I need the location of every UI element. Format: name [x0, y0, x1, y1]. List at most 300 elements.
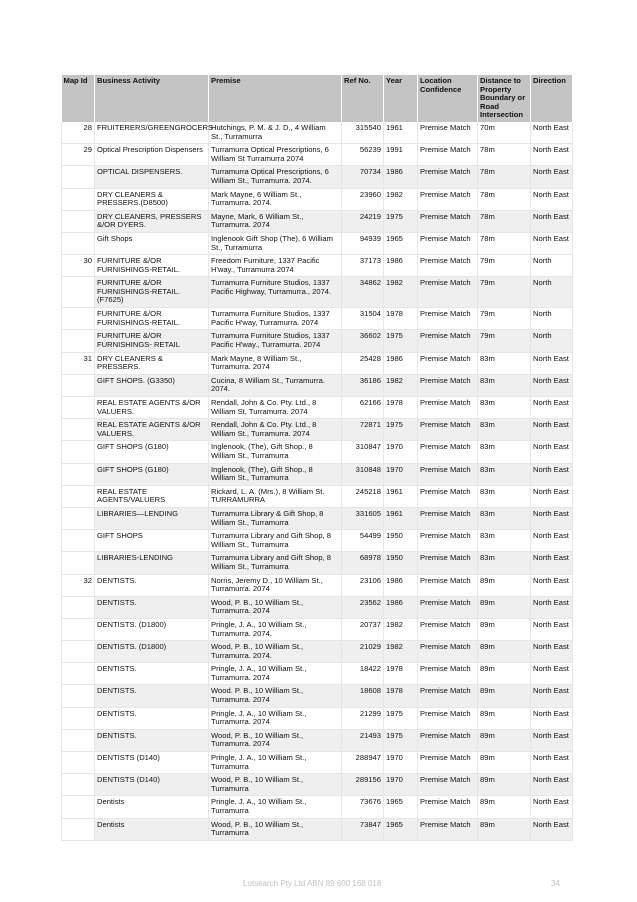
- year-cell: 1965: [384, 232, 418, 254]
- business-activity-cell: DENTISTS.: [95, 596, 209, 618]
- ref-no-cell: 54499: [342, 530, 384, 552]
- location-confidence-cell: Premise Match: [418, 352, 478, 374]
- direction-cell: North East: [531, 729, 573, 751]
- ref-no-cell: 31504: [342, 308, 384, 330]
- map-id-cell: [62, 166, 95, 188]
- direction-cell: North East: [531, 796, 573, 818]
- map-id-cell: [62, 330, 95, 352]
- year-cell: 1950: [384, 552, 418, 574]
- premise-cell: Wood, P. B., 10 William St., Turramurra: [209, 818, 342, 840]
- ref-no-cell: 72871: [342, 419, 384, 441]
- year-cell: 1986: [384, 255, 418, 277]
- ref-no-cell: 23106: [342, 574, 384, 596]
- ref-no-cell: 310848: [342, 463, 384, 485]
- map-id-cell: [62, 210, 95, 232]
- ref-no-cell: 310847: [342, 441, 384, 463]
- direction-cell: North East: [531, 618, 573, 640]
- distance-cell: 79m: [478, 308, 531, 330]
- year-cell: 1965: [384, 818, 418, 840]
- year-cell: 1975: [384, 210, 418, 232]
- ref-no-cell: 94939: [342, 232, 384, 254]
- ref-no-cell: 36602: [342, 330, 384, 352]
- premise-cell: Hutchings, P. M. & J. D., 4 William St., Turramurra: [209, 122, 342, 144]
- premise-cell: Wood, P. B., 10 William St., Turramurra. 2074: [209, 729, 342, 751]
- location-confidence-cell: Premise Match: [418, 530, 478, 552]
- business-activity-cell: Dentists: [95, 796, 209, 818]
- map-id-cell: 28: [62, 122, 95, 144]
- map-id-cell: 29: [62, 144, 95, 166]
- table-row: [62, 330, 573, 352]
- distance-cell: 89m: [478, 796, 531, 818]
- direction-cell: North East: [531, 463, 573, 485]
- premise-cell: Mark Mayne, 8 William St., Turramurra. 2074: [209, 352, 342, 374]
- distance-cell: 78m: [478, 210, 531, 232]
- business-activity-cell: GIFT SHOPS (G180): [95, 463, 209, 485]
- ref-no-cell: 37173: [342, 255, 384, 277]
- business-activity-cell: OPTICAL DISPENSERS.: [95, 166, 209, 188]
- table-row: [62, 122, 573, 144]
- business-activity-cell: GIFT SHOPS. (G3350): [95, 374, 209, 396]
- ref-no-cell: 23960: [342, 188, 384, 210]
- ref-no-cell: 18422: [342, 663, 384, 685]
- ref-no-cell: 68978: [342, 552, 384, 574]
- map-id-cell: [62, 308, 95, 330]
- year-cell: 1970: [384, 752, 418, 774]
- map-id-cell: [62, 463, 95, 485]
- location-confidence-cell: Premise Match: [418, 441, 478, 463]
- business-activity-cell: REAL ESTATE AGENTS &/OR VALUERS.: [95, 397, 209, 419]
- year-cell: 1961: [384, 122, 418, 144]
- business-activity-cell: GIFT SHOPS (G180): [95, 441, 209, 463]
- direction-cell: North East: [531, 507, 573, 529]
- location-confidence-cell: Premise Match: [418, 552, 478, 574]
- table-row: [62, 166, 573, 188]
- table-row: [62, 618, 573, 640]
- map-id-cell: [62, 796, 95, 818]
- location-confidence-cell: Premise Match: [418, 618, 478, 640]
- direction-cell: North East: [531, 818, 573, 840]
- location-confidence-cell: Premise Match: [418, 685, 478, 707]
- table-row: [62, 463, 573, 485]
- premise-cell: Turramurra Library & Gift Shop, 8 William St., Turramurra: [209, 507, 342, 529]
- year-cell: 1978: [384, 308, 418, 330]
- direction-cell: North East: [531, 574, 573, 596]
- business-activity-cell: DENTISTS.: [95, 663, 209, 685]
- premise-cell: Pringle, J. A., 10 William St., Turramurra. 2074.: [209, 618, 342, 640]
- direction-cell: North East: [531, 232, 573, 254]
- year-cell: 1982: [384, 641, 418, 663]
- year-cell: 1975: [384, 707, 418, 729]
- table-row: [62, 485, 573, 507]
- location-confidence-cell: Premise Match: [418, 277, 478, 308]
- table-row: [62, 796, 573, 818]
- direction-cell: North East: [531, 374, 573, 396]
- premise-cell: Rendall, John & Co. Pty. Ltd., 8 William St, Turramurra. 2074: [209, 397, 342, 419]
- distance-cell: 89m: [478, 596, 531, 618]
- column-header-ref-no: Ref No.: [342, 75, 384, 122]
- table-row: [62, 707, 573, 729]
- map-id-cell: [62, 397, 95, 419]
- business-activity-cell: DENTISTS.: [95, 729, 209, 751]
- premise-cell: Turramurra Optical Prescriptions, 6 William St Turramurra 2074: [209, 144, 342, 166]
- premise-cell: Inglenook, (The), Gift Shop., 8 William St., Turramurra: [209, 441, 342, 463]
- table-row: [62, 188, 573, 210]
- year-cell: 1982: [384, 277, 418, 308]
- premise-cell: Turramurra Furniture Studios, 1337 Pacific H'way, Turramurra. 2074: [209, 308, 342, 330]
- premise-cell: Rendall, John & Co. Pty. Ltd., 8 William St., Turramurra. 2074: [209, 419, 342, 441]
- table-row: [62, 232, 573, 254]
- year-cell: 1975: [384, 729, 418, 751]
- distance-cell: 89m: [478, 818, 531, 840]
- business-activity-cell: Gift Shops: [95, 232, 209, 254]
- premise-cell: Wood. P. B., 10 William St., Turramurra. 2074: [209, 685, 342, 707]
- page-number: 34: [551, 879, 560, 888]
- table-body: [62, 122, 573, 840]
- table-row: [62, 507, 573, 529]
- location-confidence-cell: Premise Match: [418, 663, 478, 685]
- ref-no-cell: 25428: [342, 352, 384, 374]
- ref-no-cell: 21029: [342, 641, 384, 663]
- location-confidence-cell: Premise Match: [418, 166, 478, 188]
- distance-cell: 79m: [478, 330, 531, 352]
- table-row: [62, 552, 573, 574]
- direction-cell: North East: [531, 774, 573, 796]
- location-confidence-cell: Premise Match: [418, 596, 478, 618]
- map-id-cell: [62, 277, 95, 308]
- distance-cell: 89m: [478, 574, 531, 596]
- distance-cell: 78m: [478, 166, 531, 188]
- distance-cell: 83m: [478, 419, 531, 441]
- business-activity-cell: DENTISTS. (D1800): [95, 618, 209, 640]
- map-id-cell: [62, 685, 95, 707]
- business-activity-cell: REAL ESTATE AGENTS &/OR VALUERS.: [95, 419, 209, 441]
- business-activity-cell: DENTISTS.: [95, 707, 209, 729]
- location-confidence-cell: Premise Match: [418, 330, 478, 352]
- business-activity-cell: FRUITERERS/GREENGROCERS: [95, 122, 209, 144]
- year-cell: 1978: [384, 397, 418, 419]
- map-id-cell: [62, 530, 95, 552]
- map-id-cell: 31: [62, 352, 95, 374]
- map-id-cell: [62, 485, 95, 507]
- business-activity-cell: DENTISTS (D140): [95, 752, 209, 774]
- premise-cell: Turramurra Optical Prescriptions, 6 William St., Turramurra. 2074.: [209, 166, 342, 188]
- map-id-cell: [62, 641, 95, 663]
- map-id-cell: [62, 507, 95, 529]
- year-cell: 1965: [384, 796, 418, 818]
- map-id-cell: [62, 419, 95, 441]
- distance-cell: 78m: [478, 144, 531, 166]
- map-id-cell: [62, 232, 95, 254]
- business-activity-cell: DRY CLEANERS, PRESSERS &/OR DYERS.: [95, 210, 209, 232]
- premise-cell: Freedom Furniture, 1337 Pacific H'way., Turramurra 2074: [209, 255, 342, 277]
- map-id-cell: [62, 188, 95, 210]
- table-row: [62, 308, 573, 330]
- direction-cell: North East: [531, 663, 573, 685]
- location-confidence-cell: Premise Match: [418, 122, 478, 144]
- distance-cell: 70m: [478, 122, 531, 144]
- premise-cell: Wood, P. B., 10 William St., Turramurra. 2074.: [209, 641, 342, 663]
- distance-cell: 78m: [478, 188, 531, 210]
- direction-cell: North East: [531, 352, 573, 374]
- table-row: [62, 441, 573, 463]
- distance-cell: 79m: [478, 277, 531, 308]
- business-activity-cell: FURNITURE &/OR FURNISHINGS- RETAIL: [95, 330, 209, 352]
- direction-cell: North: [531, 330, 573, 352]
- year-cell: 1961: [384, 507, 418, 529]
- ref-no-cell: 56239: [342, 144, 384, 166]
- location-confidence-cell: Premise Match: [418, 232, 478, 254]
- business-activity-cell: REAL ESTATE AGENTS/VALUERS: [95, 485, 209, 507]
- premise-cell: Pringle, J. A., 10 William St., Turramurra. 2074: [209, 663, 342, 685]
- direction-cell: North East: [531, 166, 573, 188]
- year-cell: 1982: [384, 374, 418, 396]
- column-header-direction: Direction: [531, 75, 573, 122]
- map-id-cell: [62, 596, 95, 618]
- footer-company: Lotsearch Pty Ltd ABN 89 600 168 018: [243, 879, 382, 888]
- direction-cell: North East: [531, 210, 573, 232]
- direction-cell: North East: [531, 530, 573, 552]
- ref-no-cell: 34862: [342, 277, 384, 308]
- ref-no-cell: 331605: [342, 507, 384, 529]
- map-id-cell: [62, 374, 95, 396]
- year-cell: 1961: [384, 485, 418, 507]
- table-row: [62, 374, 573, 396]
- direction-cell: North East: [531, 641, 573, 663]
- map-id-cell: [62, 552, 95, 574]
- distance-cell: 83m: [478, 463, 531, 485]
- location-confidence-cell: Premise Match: [418, 796, 478, 818]
- location-confidence-cell: Premise Match: [418, 144, 478, 166]
- ref-no-cell: 21493: [342, 729, 384, 751]
- table-row: [62, 144, 573, 166]
- location-confidence-cell: Premise Match: [418, 419, 478, 441]
- location-confidence-cell: Premise Match: [418, 641, 478, 663]
- map-id-cell: [62, 752, 95, 774]
- premise-cell: Turramurra Library and Gift Shop, 8 William St., Turramurra: [209, 552, 342, 574]
- premise-cell: Inglenook, (The), Gift Shop., 8 William St., Turramurra: [209, 463, 342, 485]
- premise-cell: Mark Mayne, 6 William St., Turramurra. 2074.: [209, 188, 342, 210]
- year-cell: 1970: [384, 463, 418, 485]
- year-cell: 1986: [384, 352, 418, 374]
- column-header-year: Year: [384, 75, 418, 122]
- premise-cell: Mayne, Mark, 6 William St., Turramurra. 2074: [209, 210, 342, 232]
- ref-no-cell: 245218: [342, 485, 384, 507]
- location-confidence-cell: Premise Match: [418, 463, 478, 485]
- year-cell: 1986: [384, 166, 418, 188]
- business-activity-cell: DENTISTS. (D1800): [95, 641, 209, 663]
- ref-no-cell: 73676: [342, 796, 384, 818]
- direction-cell: North East: [531, 188, 573, 210]
- business-activity-cell: LIBRARIES—LENDING: [95, 507, 209, 529]
- direction-cell: North East: [531, 122, 573, 144]
- column-header-premise: Premise: [209, 75, 342, 122]
- premise-cell: Pringle, J. A., 10 William St., Turramurra. 2074: [209, 707, 342, 729]
- distance-cell: 89m: [478, 752, 531, 774]
- business-directory-table: [61, 75, 573, 841]
- table-row: [62, 752, 573, 774]
- ref-no-cell: 289156: [342, 774, 384, 796]
- column-header-map-id: Map Id: [62, 75, 95, 122]
- location-confidence-cell: Premise Match: [418, 188, 478, 210]
- year-cell: 1975: [384, 330, 418, 352]
- table-row: [62, 774, 573, 796]
- premise-cell: Pringle, J. A., 10 William St., Turramurra: [209, 752, 342, 774]
- table-row: [62, 352, 573, 374]
- location-confidence-cell: Premise Match: [418, 507, 478, 529]
- location-confidence-cell: Premise Match: [418, 707, 478, 729]
- distance-cell: 83m: [478, 397, 531, 419]
- ref-no-cell: 21299: [342, 707, 384, 729]
- ref-no-cell: 70734: [342, 166, 384, 188]
- distance-cell: 83m: [478, 507, 531, 529]
- business-activity-cell: FURNITURE &/OR FURNISHINGS-RETAIL.: [95, 255, 209, 277]
- year-cell: 1991: [384, 144, 418, 166]
- location-confidence-cell: Premise Match: [418, 374, 478, 396]
- business-activity-cell: LIBRARIES-LENDING: [95, 552, 209, 574]
- direction-cell: North: [531, 255, 573, 277]
- business-activity-cell: DENTISTS.: [95, 685, 209, 707]
- direction-cell: North: [531, 277, 573, 308]
- map-id-cell: 30: [62, 255, 95, 277]
- year-cell: 1986: [384, 574, 418, 596]
- direction-cell: North East: [531, 485, 573, 507]
- premise-cell: Inglenook Gift Shop (The), 6 William St., Turramurra: [209, 232, 342, 254]
- premise-cell: Wood, P. B., 10 William St., Turramurra. 2074: [209, 596, 342, 618]
- distance-cell: 89m: [478, 707, 531, 729]
- direction-cell: North East: [531, 397, 573, 419]
- map-id-cell: [62, 707, 95, 729]
- column-header-distance: Distance to Property Boundary or Road Intersection: [478, 75, 531, 122]
- distance-cell: 83m: [478, 530, 531, 552]
- distance-cell: 78m: [478, 232, 531, 254]
- table-row: [62, 210, 573, 232]
- year-cell: 1986: [384, 596, 418, 618]
- distance-cell: 89m: [478, 729, 531, 751]
- distance-cell: 89m: [478, 663, 531, 685]
- year-cell: 1982: [384, 618, 418, 640]
- direction-cell: North East: [531, 552, 573, 574]
- location-confidence-cell: Premise Match: [418, 774, 478, 796]
- premise-cell: Turramurra Furniture Studios, 1337 Pacific H'way., Turramurra. 2074: [209, 330, 342, 352]
- premise-cell: Norris, Jeremy D., 10 William St., Turramurra. 2074: [209, 574, 342, 596]
- ref-no-cell: 288947: [342, 752, 384, 774]
- business-activity-cell: Dentists: [95, 818, 209, 840]
- location-confidence-cell: Premise Match: [418, 210, 478, 232]
- table-row: [62, 641, 573, 663]
- map-id-cell: [62, 663, 95, 685]
- year-cell: 1975: [384, 419, 418, 441]
- table-row: [62, 685, 573, 707]
- direction-cell: North East: [531, 752, 573, 774]
- table-row: [62, 419, 573, 441]
- table-row: [62, 277, 573, 308]
- table-row: [62, 397, 573, 419]
- ref-no-cell: 315540: [342, 122, 384, 144]
- location-confidence-cell: Premise Match: [418, 818, 478, 840]
- business-activity-cell: FURNITURE &/OR FURNISHINGS-RETAIL.: [95, 308, 209, 330]
- distance-cell: 83m: [478, 352, 531, 374]
- direction-cell: North East: [531, 596, 573, 618]
- distance-cell: 83m: [478, 485, 531, 507]
- location-confidence-cell: Premise Match: [418, 308, 478, 330]
- ref-no-cell: 20737: [342, 618, 384, 640]
- business-activity-cell: Optical Prescription Dispensers: [95, 144, 209, 166]
- distance-cell: 79m: [478, 255, 531, 277]
- ref-no-cell: 62166: [342, 397, 384, 419]
- business-activity-cell: DENTISTS (D140): [95, 774, 209, 796]
- direction-cell: North: [531, 308, 573, 330]
- premise-cell: Turramurra Furniture Studios, 1337 Pacific Highway, Turramurra., 2074.: [209, 277, 342, 308]
- table-row: [62, 818, 573, 840]
- year-cell: 1970: [384, 441, 418, 463]
- premise-cell: Wood, P. B., 10 William St., Turramurra: [209, 774, 342, 796]
- distance-cell: 89m: [478, 618, 531, 640]
- table-row: [62, 729, 573, 751]
- location-confidence-cell: Premise Match: [418, 397, 478, 419]
- distance-cell: 89m: [478, 641, 531, 663]
- direction-cell: North East: [531, 144, 573, 166]
- ref-no-cell: 23562: [342, 596, 384, 618]
- table-row: [62, 530, 573, 552]
- distance-cell: 83m: [478, 441, 531, 463]
- ref-no-cell: 36186: [342, 374, 384, 396]
- location-confidence-cell: Premise Match: [418, 729, 478, 751]
- direction-cell: North East: [531, 685, 573, 707]
- table-row: [62, 574, 573, 596]
- column-header-business-activity: Business Activity: [95, 75, 209, 122]
- business-activity-cell: DRY CLEANERS & PRESSERS.(D8500): [95, 188, 209, 210]
- table-row: [62, 596, 573, 618]
- column-header-location-confidence: Location Confidence: [418, 75, 478, 122]
- premise-cell: Cucina, 8 William St., Turramurra. 2074.: [209, 374, 342, 396]
- ref-no-cell: 73847: [342, 818, 384, 840]
- business-activity-cell: GIFT SHOPS: [95, 530, 209, 552]
- location-confidence-cell: Premise Match: [418, 485, 478, 507]
- distance-cell: 83m: [478, 552, 531, 574]
- location-confidence-cell: Premise Match: [418, 752, 478, 774]
- premise-cell: Pringle, J. A., 10 William St., Turramurra: [209, 796, 342, 818]
- ref-no-cell: 18608: [342, 685, 384, 707]
- distance-cell: 89m: [478, 685, 531, 707]
- direction-cell: North East: [531, 419, 573, 441]
- location-confidence-cell: Premise Match: [418, 255, 478, 277]
- direction-cell: North East: [531, 707, 573, 729]
- table-row: [62, 255, 573, 277]
- table-row: [62, 663, 573, 685]
- direction-cell: North East: [531, 441, 573, 463]
- table-header-row: [62, 75, 573, 122]
- map-id-cell: [62, 818, 95, 840]
- map-id-cell: 32: [62, 574, 95, 596]
- map-id-cell: [62, 441, 95, 463]
- business-activity-cell: FURNITURE &/OR FURNISHINGS-RETAIL. (F7625): [95, 277, 209, 308]
- year-cell: 1978: [384, 685, 418, 707]
- map-id-cell: [62, 618, 95, 640]
- ref-no-cell: 24219: [342, 210, 384, 232]
- location-confidence-cell: Premise Match: [418, 574, 478, 596]
- map-id-cell: [62, 774, 95, 796]
- business-activity-cell: DRY CLEANERS & PRESSERS.: [95, 352, 209, 374]
- premise-cell: Rickard, L. A. (Mrs.), 8 William St. TURRAMURRA: [209, 485, 342, 507]
- business-activity-cell: DENTISTS.: [95, 574, 209, 596]
- year-cell: 1982: [384, 188, 418, 210]
- year-cell: 1950: [384, 530, 418, 552]
- distance-cell: 89m: [478, 774, 531, 796]
- year-cell: 1978: [384, 663, 418, 685]
- map-id-cell: [62, 729, 95, 751]
- premise-cell: Turramurra Library and Gift Shop, 8 William St., Turramurra: [209, 530, 342, 552]
- distance-cell: 83m: [478, 374, 531, 396]
